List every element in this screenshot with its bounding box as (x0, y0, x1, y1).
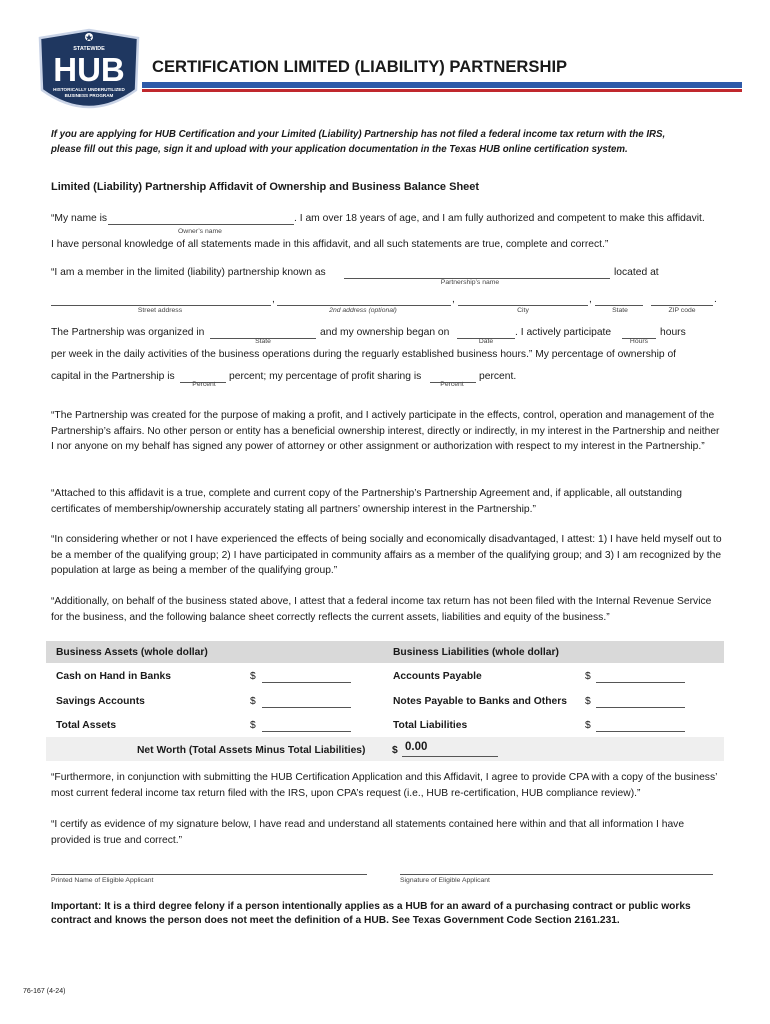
hours-label: hours (660, 327, 686, 338)
street-address-caption: Street address (137, 307, 183, 314)
liability-label-notes: Notes Payable to Banks and Others (393, 696, 567, 707)
liability-notes-currency: $ (585, 696, 591, 707)
paragraph-purpose: “The Partnership was created for the purpose of making a profit, and I actively participate in the effects, control, operation and management of the Partnership’s affairs. No other person or entity has a beneficial ownership interest, directly or indirectly, in my interest in the Partnership and neither I nor anyone on my behalf has signed any power of attorney or other assignment or authorization with respect to my interest in the Partnership.” (51, 410, 720, 452)
header-bar-red (142, 89, 742, 92)
asset-cash-currency: $ (250, 671, 256, 682)
address-period: . (714, 294, 717, 305)
net-worth-value: 0.00 (405, 741, 428, 753)
hub-logo (36, 28, 142, 120)
logo-sub1-text: HISTORICALLY UNDERUTILIZED (53, 87, 125, 92)
printed-name-caption: Printed Name of Eligible Applicant (51, 877, 154, 884)
address-comma-2: , (452, 294, 455, 305)
ownership-percent-caption: Percent (192, 381, 216, 388)
percent-profit-text: percent; my percentage of profit sharing is (229, 371, 422, 382)
paragraph-disadvantaged: “In considering whether or not I have experienced the effects of being socially and economically disadvantaged, I attest: 1) I have held myself out to be a member of the qualifying group; 2) I have participated in community affairs as a member of the qualifying group; and 3) I am recognized by the population at large as being a member of the qualifying group.” (51, 534, 722, 576)
partnership-name-caption: Partnership’s name (440, 279, 500, 286)
important-line-1: Important: It is a third degree felony if a person intentionally applies as a HUB for an award of a purchasing contract or public works (51, 901, 691, 912)
address-2-field[interactable] (277, 293, 451, 306)
my-name-is-label: “My name is (51, 213, 108, 224)
signature-field[interactable] (400, 862, 713, 875)
per-week-text: per week in the daily activities of the business operations during the reguarly established business hours.” My percentage of ownership of (51, 349, 677, 360)
section-title: Limited (Liability) Partnership Affidavit of Ownership and Business Balance Sheet (51, 181, 480, 193)
accounts-payable-field[interactable] (596, 670, 685, 683)
located-at-label: located at (614, 267, 659, 278)
member-known-as-label: “I am a member in the limited (liability) partnership known as (51, 267, 326, 278)
net-worth-label: Net Worth (Total Assets Minus Total Liabilities) (137, 745, 366, 756)
notes-payable-field[interactable] (596, 695, 685, 708)
zip-field[interactable] (651, 293, 713, 306)
city-field[interactable] (458, 293, 588, 306)
net-worth-currency: $ (392, 745, 398, 756)
liability-accounts-currency: $ (585, 671, 591, 682)
total-assets-field[interactable] (262, 719, 351, 732)
paragraph-cpa: “Furthermore, in conjunction with submitting the HUB Certification Application and this Affidavit, I agree to provide CPA with a copy of the business’ most current federal income tax return filed with the IRS, upon CPA’s request (i.e., HUB re-certification, HUB compliance review).” (51, 772, 718, 799)
page-title: CERTIFICATION LIMITED (LIABILITY) PARTNERSHIP (152, 57, 568, 76)
asset-savings-currency: $ (250, 696, 256, 707)
assets-header: Business Assets (whole dollar) (56, 647, 208, 658)
street-address-field[interactable] (51, 293, 271, 306)
liability-label-total: Total Liabilities (393, 720, 468, 731)
asset-label-total: Total Assets (56, 720, 117, 731)
cash-on-hand-field[interactable] (262, 670, 351, 683)
printed-name-field[interactable] (51, 862, 367, 875)
address-comma-3: , (589, 294, 592, 305)
knowledge-text: I have personal knowledge of all statements made in this affidavit, and all such statements are true, complete and correct.” (51, 239, 609, 250)
liabilities-header: Business Liabilities (whole dollar) (393, 647, 559, 658)
paragraph-certify: “I certify as evidence of my signature below, I have read and understand all statements contained here within and that all information I have provided is true and correct.” (51, 819, 685, 846)
important-line-2: contract and knows the person does not meet the definition of a HUB. See Texas Government Code Section 2161.231. (51, 915, 620, 926)
paragraph-attached: “Attached to this affidavit is a true, complete and current copy of the Partnership’s Partnership Agreement and, if applicable, all outstanding certificates of membership/ownership accurately stating all partners’ ownership interest in the Partnership.” (51, 488, 682, 515)
owner-name-caption: Owner’s name (178, 228, 222, 235)
hub-logo-icon (36, 28, 142, 120)
asset-total-currency: $ (250, 720, 256, 731)
city-caption: City (517, 307, 529, 314)
header-bar-blue (142, 82, 742, 88)
liability-total-currency: $ (585, 720, 591, 731)
logo-sub2-text: BUSINESS PROGRAM (64, 93, 114, 98)
hours-caption: Hours (629, 338, 649, 345)
total-liabilities-field[interactable] (596, 719, 685, 732)
paragraph-additionally: “Additionally, on behalf of the business stated above, I attest that a federal income tax return has not been filed with the Internal Revenue Service for the business, and the following balance sheet correctly reflects the current assets, liabilities and equity of the business.” (51, 596, 712, 623)
asset-label-cash: Cash on Hand in Banks (56, 671, 172, 682)
ownership-date-caption: Date (478, 338, 494, 345)
logo-main-text: HUB (53, 51, 125, 88)
actively-participate-label: . I actively participate (515, 327, 612, 338)
signature-caption: Signature of Eligible Applicant (400, 877, 490, 884)
state-field[interactable] (595, 293, 643, 306)
form-number: 76-167 (4-24) (23, 988, 66, 995)
savings-accounts-field[interactable] (262, 695, 351, 708)
percent-end-text: percent. (479, 371, 517, 382)
profit-percent-caption: Percent (440, 381, 464, 388)
liability-label-accounts: Accounts Payable (393, 671, 482, 682)
net-worth-field[interactable] (402, 740, 498, 757)
intro-line-1: If you are applying for HUB Certification and your Limited (Liability) Partnership has not filed a federal income tax return with the IRS, (51, 129, 666, 140)
owner-name-field[interactable] (108, 212, 294, 225)
organized-state-caption: State (255, 338, 271, 345)
capital-in-label: capital in the Partnership is (51, 371, 175, 382)
name-rest-text: . I am over 18 years of age, and I am fully authorized and competent to make this affidavit. (294, 213, 705, 224)
state-caption: State (612, 307, 628, 314)
address-comma-1: , (272, 294, 275, 305)
organized-in-label: The Partnership was organized in (51, 327, 205, 338)
address-2-caption: 2nd address (optional) (329, 307, 397, 314)
asset-label-savings: Savings Accounts (56, 696, 145, 707)
zip-caption: ZIP code (668, 307, 696, 314)
logo-top-text: STATEWIDE (73, 46, 105, 52)
intro-line-2: please fill out this page, sign it and upload with your application documentation in the Texas HUB online certification system. (51, 144, 628, 155)
partnership-name-field[interactable] (344, 266, 610, 279)
ownership-began-label: and my ownership began on (320, 327, 450, 338)
